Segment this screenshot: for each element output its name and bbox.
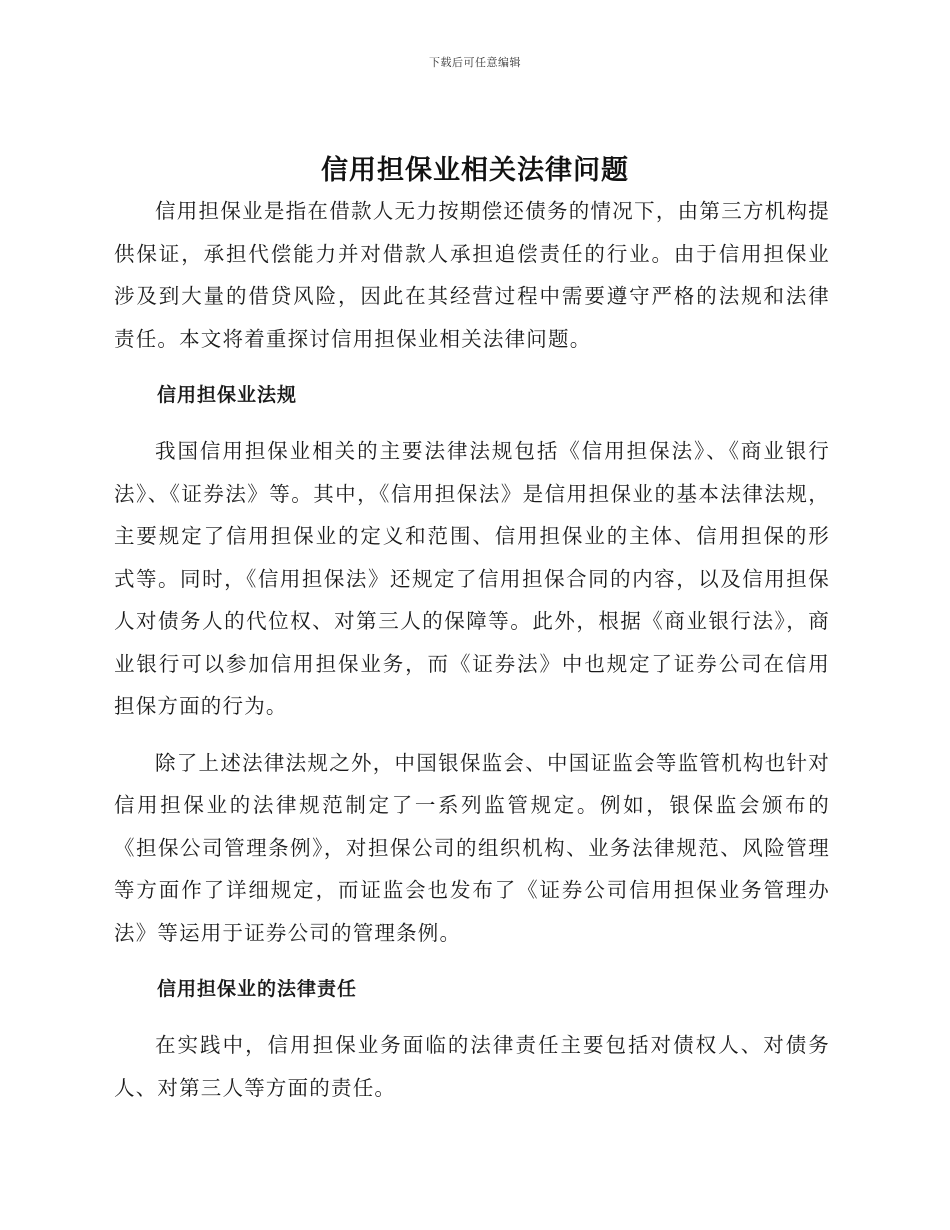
document-title: 信用担保业相关法律问题 [321,155,629,186]
intro-paragraph: 信用担保业是指在借款人无力按期偿还债务的情况下，由第三方机构提供保证，承担代偿能力并对借款人承担追偿责任的行业。由于信用担保业涉及到大量的借贷风险，因此在其经营过程中需要遵守严格的法规和法律责任。本文将着重探讨信用担保业相关法律问题。 [114,199,830,351]
regulations-paragraph-1: 我国信用担保业相关的主要法律法规包括《信用担保法》、《商业银行法》、《证券法》等。其中，《信用担保法》是信用担保业的基本法律法规，主要规定了信用担保业的定义和范围、信用担保业的主体、信用担保的形式等。同时，《信用担保法》还规定了信用担保合同的内容，以及信用担保人对债务人的代位权、对第三人的保障等。此外，根据《商业银行法》，商业银行可以参加信用担保业务，而《证券法》中也规定了证券公司在信用担保方面的行为。 [114,439,830,718]
section-heading-liability: 信用担保业的法律责任 [157,978,358,1000]
regulations-paragraph-2: 除了上述法律法规之外，中国银保监会、中国证监会等监管机构也针对信用担保业的法律规范制定了一系列监管规定。例如，银保监会颁布的《担保公司管理条例》，对担保公司的组织机构、业务法律规范、风险管理等方面作了详细规定，而证监会也发布了《证券公司信用担保业务管理办法》等运用于证券公司的管理条例。 [114,750,830,945]
header-note: 下载后可任意编辑 [429,56,521,69]
liability-paragraph-1: 在实践中，信用担保业务面临的法律责任主要包括对债权人、对债务人、对第三人等方面的责任。 [114,1033,830,1100]
document-body [114,190,830,1123]
section-heading-regulations: 信用担保业法规 [157,384,298,406]
